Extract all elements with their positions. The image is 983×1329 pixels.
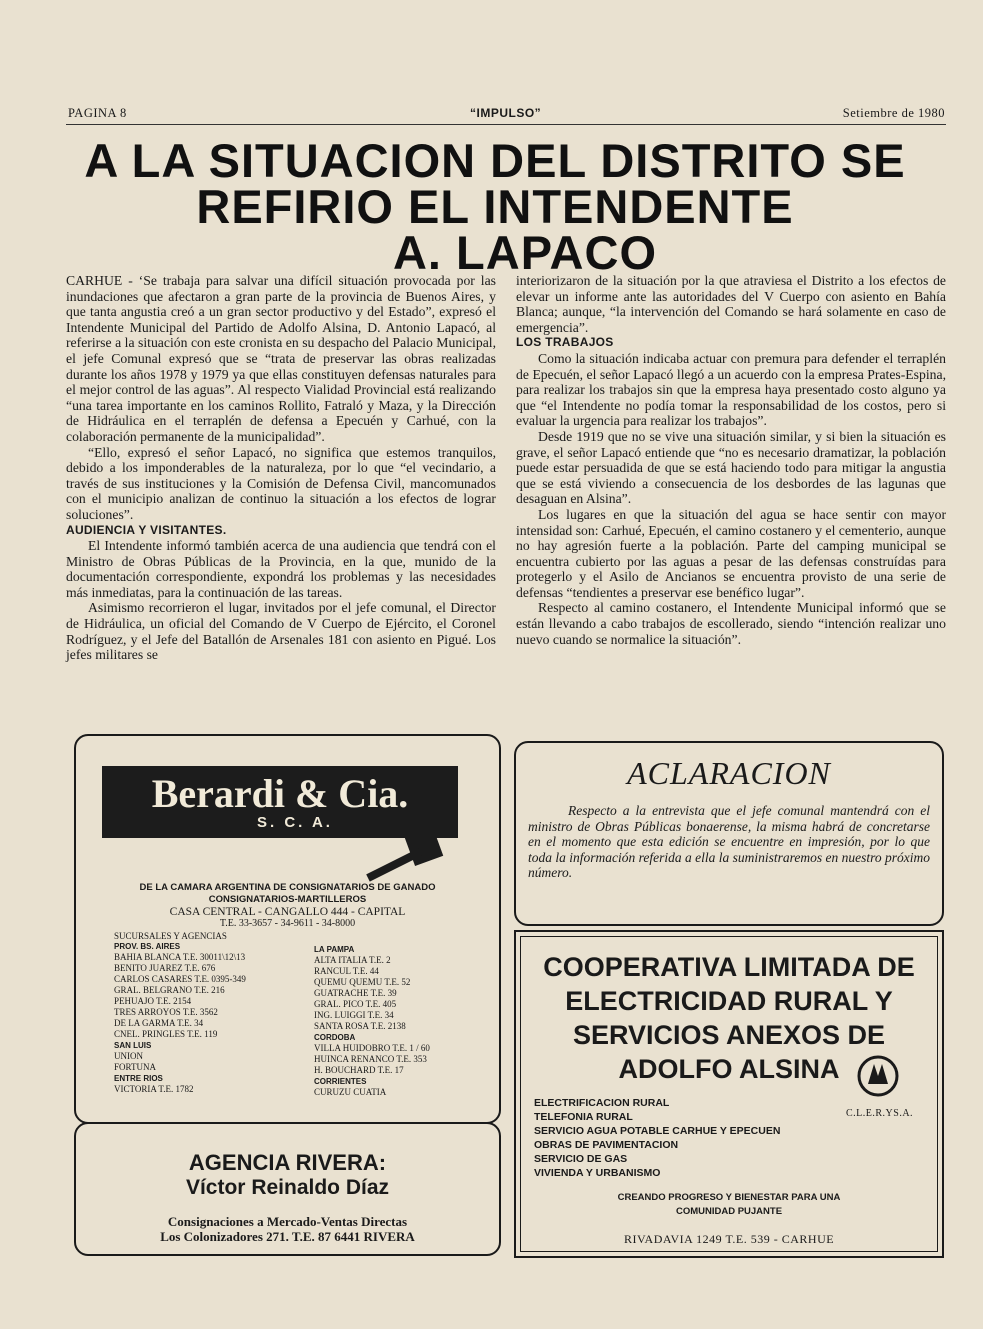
coop-services [534, 1096, 780, 1180]
branch-item: BAHIA BLANCA T.E. 30011\12\13 [114, 952, 246, 962]
coop-slogan-2: COMUNIDAD PUJANTE [675, 1206, 783, 1217]
issue-date: Setiembre de 1980 [842, 106, 945, 120]
service-item: ELECTRIFICACION RURAL [534, 1097, 670, 1109]
branch-item: QUEMU QUEMU T.E. 52 [314, 977, 411, 987]
article-paragraph: Como la situación indicaba actuar con premura para defender el terraplén de Epecuén, el señor Lapacó llegó a un acuerdo con la empresa Prates-Espina, para realizar los trabajos sin que la empresa haya presentado costo alguno ya que “el Intendente no podía tomar la responsabilidad de los costos, pero si evaluar la urgencia para realizar los trabajos”. [516, 350, 946, 429]
berardi-logo-sub: S. C. A. [257, 814, 333, 831]
branch-item: SAN LUIS [114, 1041, 152, 1050]
branch-item: SANTA ROSA T.E. 2138 [314, 1021, 406, 1031]
article-paragraph: Asimismo recorrieron el lugar, invitados por el jefe comunal, el Director de Hidráulica, un oficial del Comando de V Cuerpo de Ejército, el Coronel Rodríguez, y el Jefe del Batallón de Arsenales 181 con asiento en Pigué. Los jefes militares se [66, 600, 496, 663]
branch-item: CNEL. PRINGLES T.E. 119 [114, 1029, 218, 1039]
ad-rivera [74, 1122, 501, 1256]
coop-title-2: ELECTRICIDAD RURAL Y [565, 986, 893, 1016]
branch-item: VICTORIA T.E. 1782 [114, 1084, 194, 1094]
article-subheading: AUDIENCIA Y VISITANTES. [66, 522, 227, 537]
gavel-icon [358, 816, 468, 886]
berardi-line-4: T.E. 33-3657 - 34-9611 - 34-8000 [219, 918, 356, 929]
headline-line-1: A LA SITUACION DEL DISTRITO SE [84, 134, 906, 187]
rivera-line-2: Los Colonizadores 271. T.E. 87 6441 RIVERA [160, 1229, 415, 1244]
berardi-line-3: CASA CENTRAL - CANGALLO 444 - CAPITAL [169, 906, 406, 918]
ad-cooperativa [514, 930, 944, 1258]
branch-item: LA PAMPA [314, 945, 355, 954]
berardi-branches-left [114, 941, 314, 1095]
branch-item: GRAL. BELGRANO T.E. 216 [114, 985, 225, 995]
branch-item: CORRIENTES [314, 1077, 367, 1086]
branch-item: ALTA ITALIA T.E. 2 [314, 955, 391, 965]
article-column-right [516, 273, 946, 647]
ad-berardi [74, 734, 501, 1124]
branch-item: UNION [114, 1051, 143, 1061]
branch-item: DE LA GARMA T.E. 34 [114, 1018, 204, 1028]
branch-item: GUATRACHE T.E. 39 [314, 988, 397, 998]
branch-item: ING. LUIGGI T.E. 34 [314, 1010, 394, 1020]
branch-item: VILLA HUIDOBRO T.E. 1 / 60 [314, 1043, 430, 1053]
branch-item: HUINCA RENANCO T.E. 353 [314, 1054, 427, 1064]
branch-item: CARLOS CASARES T.E. 0395-349 [114, 974, 246, 984]
article-paragraph: Desde 1919 que no se vive una situación similar, y si bien la situación es grave, el señor Lapacó entiende que “no es necesario dramatizar, la población puede estar persuadida de que se está haciendo todo para mitigar la angustia que se está viviendo a consecuencia de los desbordes de las lagunas que desaguan en Alsina”. [516, 428, 946, 507]
headline-line-3: A. LAPACO [392, 226, 657, 279]
branch-item: CURUZU CUATIA [314, 1087, 387, 1097]
coop-title-3: SERVICIOS ANEXOS DE [572, 1020, 886, 1050]
rivera-name: Víctor Reinaldo Díaz [185, 1176, 390, 1199]
article-paragraph: CARHUE - ‘Se trabaja para salvar una difícil situación provocada por las inundaciones que afectaron a gran parte de la provincia de Buenos Aires, y que tanta angustia creó a un gran sector productivo y del Estado”, expresó el Intendente Municipal del Partido de Adolfo Alsina, D. Antonio Lapacó, al referirse a la situación con este cronista en su despacho del Palacio Municipal, el jefe Comunal expresó que se “trata de preservar las obras realizadas durante los años 1978 y 1979 ya que ellas constituyen defensas naturales para el mejor control de las aguas”. Al respecto Vialidad Provincial está realizando “una tarea importante en los caminos Rollito, Fatraló y Maza, y la Dirección de Hidráulica en el terraplén de defensa a Epecuén y Carhué, con la colaboración permanente de la municipalidad”. [66, 273, 496, 444]
branch-item: CORDOBA [314, 1033, 356, 1042]
article-paragraph: interiorizaron de la situación por la que atraviesa el Distrito a los efectos de elevar un informe ante las autoridades del V Cuerpo con asiento en Bahía Blanca; aunque, “la intervención del Comando se hará solamente en caso de emergencia”. [516, 273, 946, 335]
article-column-left [66, 273, 496, 663]
service-item: VIVIENDA Y URBANISMO [534, 1167, 661, 1179]
berardi-line-1: DE LA CAMARA ARGENTINA DE CONSIGNATARIOS DE GANADO [139, 882, 436, 893]
branch-item: RANCUL T.E. 44 [314, 966, 379, 976]
berardi-line-5: SUCURSALES Y AGENCIAS [114, 931, 227, 941]
coop-logo-icon [856, 1054, 900, 1098]
coop-title-4: ADOLFO ALSINA [618, 1054, 840, 1084]
article-paragraph: El Intendente informó también acerca de una audiencia que tendrá con el Ministro de Obras Públicas de la Provincia, en la que, munido de la documentación correspondiente, expondrá los problemas y las necesidades más inmediatas, para la continuación de las tareas. [66, 538, 496, 600]
aclaracion-title: ACLARACION [627, 755, 831, 791]
coop-slogan-1: CREANDO PROGRESO Y BIENESTAR PARA UNA [617, 1192, 841, 1203]
article-paragraph: Los lugares en que la situación del agua se hace sentir con mayor intensidad son: Carhué, Epecuén, el camino costanero y el cementerio, aunque no hay agresión fuerte a la población. Parte del camping municipal se encuentra cubierto por las aguas a pesar de las defensas construídas para protegerlo y el Asilo de Ancianos se encuentra provisto de una serie de defensas “tendientes a preservar ese benéfico lugar”. [516, 506, 946, 600]
coop-title-1: COOPERATIVA LIMITADA DE [543, 952, 915, 982]
article-paragraph: “Ello, expresó el señor Lapacó, no significa que estemos tranquilos, debido a los imponderables de la naturaleza, por lo que “el vecindario, a través de sus instituciones y la Comisión de Defensa Civil, mancomunados con el municipio analizan de continuo la situación a los efectos de lograr soluciones”. [66, 444, 496, 522]
service-item: SERVICIO DE GAS [534, 1153, 628, 1165]
newspaper-name: “IMPULSO” [470, 106, 542, 120]
service-item: SERVICIO AGUA POTABLE CARHUE Y EPECUEN [534, 1125, 781, 1137]
berardi-line-2: CONSIGNATARIOS-MARTILLEROS [208, 894, 367, 905]
branch-item: PEHUAJO T.E. 2154 [114, 996, 192, 1006]
article-subheading: LOS TRABAJOS [516, 335, 614, 350]
service-item: OBRAS DE PAVIMENTACION [534, 1139, 679, 1151]
branch-item: BENITO JUAREZ T.E. 676 [114, 963, 216, 973]
aclaracion-text: Respecto a la entrevista que el jefe comunal mantendrá con el ministro de Obras Públicas bonaerense, la misma habrá de concretarse en el momento que esta edición se encuentre en impresión, por lo que toda la información referida a ella la suministraremos en nuestro próximo número. [528, 803, 930, 881]
berardi-logo-text: Berardi & Cia. [151, 771, 409, 816]
berardi-branches-right [314, 944, 494, 1098]
header-rule [66, 124, 946, 125]
branch-item: H. BOUCHARD T.E. 17 [314, 1065, 404, 1075]
coop-address: RIVADAVIA 1249 T.E. 539 - CARHUE [623, 1232, 835, 1246]
branch-item: FORTUNA [114, 1062, 156, 1072]
headline-line-2: REFIRIO EL INTENDENTE [196, 180, 794, 233]
aclaracion-box [514, 741, 944, 926]
coop-logo-text: C.L.E.R.YS.A. [846, 1108, 914, 1119]
branch-item: TRES ARROYOS T.E. 3562 [114, 1007, 218, 1017]
branch-item: GRAL. PICO T.E. 405 [314, 999, 397, 1009]
service-item: TELEFONIA RURAL [534, 1111, 633, 1123]
rivera-line-1: Consignaciones a Mercado-Ventas Directas [167, 1214, 408, 1229]
branch-item: PROV. BS. AIRES [114, 942, 181, 951]
page-number: PAGINA 8 [68, 106, 127, 120]
article-paragraph: Respecto al camino costanero, el Intendente Municipal informó que se están llevando a cabo trabajos de escollerado, siendo “intención realizar uno nuevo cuando se normalice la situación”. [516, 600, 946, 647]
branch-item: ENTRE RIOS [114, 1074, 163, 1083]
rivera-title: AGENCIA RIVERA: [188, 1150, 387, 1175]
